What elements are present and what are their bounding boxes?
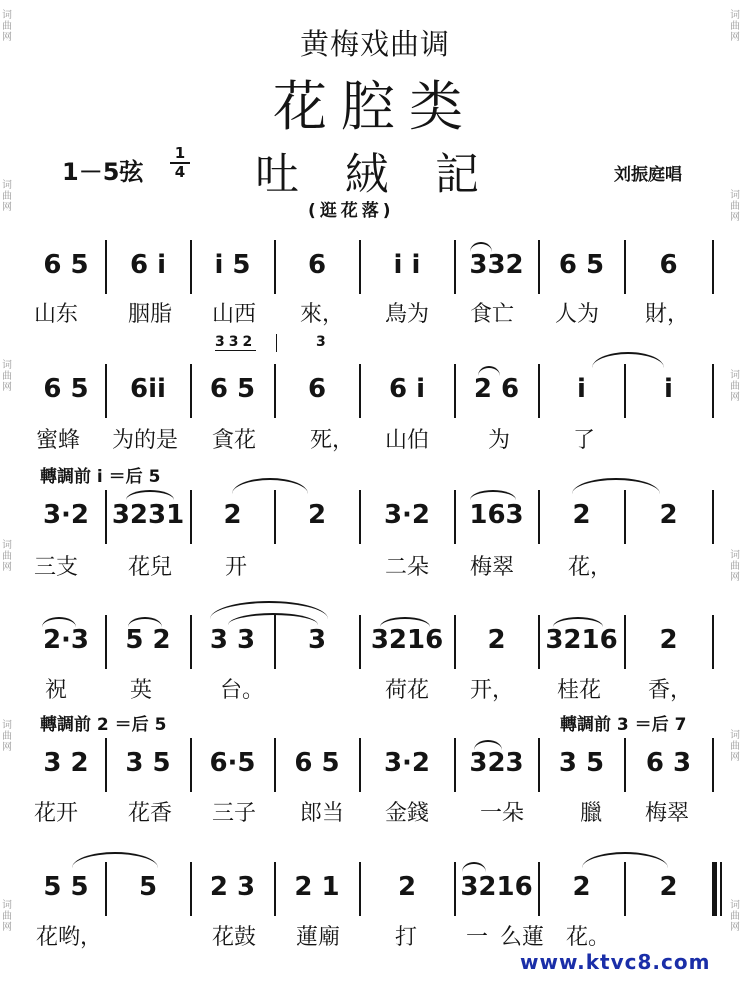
measure: 2 1 [294, 872, 340, 902]
website-link[interactable] [520, 950, 710, 974]
measure: 2 [659, 500, 678, 530]
lyric: 胭脂 [128, 302, 173, 327]
watermark-left-2: 词 曲 网 [2, 180, 12, 213]
slur [474, 740, 502, 750]
lyric: 花。 [566, 925, 611, 950]
lyric: 食亡 [470, 302, 515, 327]
lyric: 人为 [555, 302, 600, 327]
lyric: 臘 [580, 801, 603, 826]
watermark-right-3: 词 曲 网 [730, 370, 740, 403]
lyric: 三子 [212, 801, 257, 826]
measure: 6 [307, 250, 327, 280]
lyric: 祝 [45, 678, 68, 703]
measure: 6 5 [209, 374, 256, 404]
measure: 2 [307, 500, 327, 530]
lyric: 郎当 [300, 801, 345, 826]
key-signature: 1－5弦 [62, 158, 144, 186]
measure: 2 [572, 872, 591, 902]
measure: 5 2 [125, 625, 171, 655]
slur [42, 617, 76, 627]
measure: 3·2 [383, 500, 431, 530]
measure: 6 [307, 374, 327, 404]
score-system-6 [0, 862, 750, 916]
tie [582, 852, 668, 868]
measure: 2 [223, 500, 242, 530]
slur [553, 617, 603, 627]
lyric: 花兒 [128, 555, 173, 580]
collection-title: 黄梅戏曲调 [299, 27, 450, 61]
lyric: 一朵 [480, 801, 525, 826]
lyric: 花， [568, 555, 613, 580]
measure: 3216 [460, 872, 533, 902]
measure: 3 3 [209, 625, 256, 655]
tie [232, 478, 308, 494]
measure: 3·2 [383, 748, 431, 778]
measure: 2 [659, 872, 678, 902]
measure: 6ii [130, 374, 166, 404]
lyric: 花哟， [36, 925, 103, 950]
tie [592, 352, 664, 368]
modulation-note: 轉調前 3 ＝后 7 [560, 715, 687, 735]
lyric: 开 [225, 555, 248, 580]
lyric: 山西 [212, 302, 257, 327]
measure: i 5 [214, 250, 251, 280]
grace-note: 3 [316, 334, 326, 350]
lyric: 么蓮 [500, 925, 545, 950]
measure: 6 i [129, 250, 167, 280]
measure: 3·2 [42, 500, 90, 530]
watermark-left-4: 词 曲 网 [2, 540, 12, 573]
measure: 2 3 [209, 872, 256, 902]
measure: i [664, 374, 673, 404]
measure: i [577, 374, 586, 404]
measure: 6 i [388, 374, 426, 404]
watermark-left-1: 词 曲 网 [2, 10, 12, 43]
watermark-right-4: 词 曲 网 [730, 550, 740, 583]
lyric: 財， [645, 302, 690, 327]
measure: i i [393, 250, 421, 280]
measure: 2 [572, 500, 591, 530]
tie [572, 478, 660, 494]
grace-notes: 332 [215, 334, 257, 350]
lyric: 二朵 [385, 555, 430, 580]
measure: 323 [469, 748, 524, 778]
lyric: 貪花 [212, 428, 257, 453]
measure: 2 6 [473, 374, 520, 404]
measure: 3 5 [558, 748, 605, 778]
measure: 163 [469, 500, 524, 530]
category-title: 花腔类 [273, 75, 477, 138]
tie [72, 852, 158, 868]
song-title: 吐絨記 [255, 149, 525, 200]
lyric: 英 [130, 678, 153, 703]
tune-name: (逛花落) [308, 201, 395, 221]
lyric: 了 [573, 428, 596, 453]
measure: 6 3 [645, 748, 692, 778]
watermark-right-1: 词 曲 网 [730, 10, 740, 43]
slur [462, 862, 486, 872]
lyric: 荷花 [385, 678, 430, 703]
measure: 6 5 [43, 374, 89, 404]
slur [380, 617, 430, 627]
watermark-left-3: 词 曲 网 [2, 360, 12, 393]
measure: 3 [307, 625, 327, 655]
watermark-right-2: 词 曲 网 [730, 190, 740, 223]
measure: 2·3 [42, 625, 90, 655]
measure: 3231 [111, 500, 185, 530]
modulation-note: 轉調前 i ＝后 5 [40, 467, 161, 487]
lyric: 蓮廟 [296, 925, 341, 950]
lyric: 桂花 [557, 678, 602, 703]
lyric: 蜜蜂 [36, 428, 81, 453]
slur [126, 490, 174, 500]
measure: 5 [138, 872, 158, 902]
measure: 2 [659, 625, 678, 655]
lyric: 梅翠 [645, 801, 690, 826]
measure: 6 5 [43, 250, 89, 280]
website-text: www.ktvc8.com [520, 950, 711, 974]
watermark-right-5: 词 曲 网 [730, 730, 740, 763]
watermark-left-6: 词 曲 网 [2, 900, 12, 933]
measure: 5 5 [43, 872, 89, 902]
measure: 3216 [545, 625, 618, 655]
time-denominator: 4 [174, 163, 186, 181]
slur [470, 490, 516, 500]
lyric: 台。 [220, 678, 265, 703]
measure: 6 5 [294, 748, 340, 778]
lyric: 鳥为 [385, 302, 430, 327]
measure: 3 2 [43, 748, 89, 778]
measure: 3216 [370, 625, 444, 655]
slur [470, 242, 492, 252]
modulation-note: 轉調前 2 ＝后 5 [40, 715, 167, 735]
measure: 2 [397, 872, 417, 902]
measure: 3 5 [125, 748, 171, 778]
lyric: 三支 [34, 555, 79, 580]
slur [478, 366, 500, 376]
score-system-2 [0, 364, 750, 418]
lyric: 香， [648, 678, 693, 703]
lyric: 金錢 [385, 801, 430, 826]
measure: 6 5 [558, 250, 605, 280]
lyric: 开， [470, 678, 515, 703]
lyric: 山伯 [385, 428, 430, 453]
lyric: 一 [466, 925, 489, 950]
lyric: 花香 [128, 801, 173, 826]
score-system-3 [0, 490, 750, 544]
watermark-right-6: 词 曲 网 [730, 900, 740, 933]
lyric: 來， [300, 302, 345, 327]
lyric: 梅翠 [470, 555, 515, 580]
lyric: 为的是 [112, 428, 179, 453]
measure: 332 [469, 250, 524, 280]
score-system-5 [0, 738, 750, 792]
time-signature [170, 146, 190, 180]
slur [128, 617, 162, 627]
measure: 6·5 [209, 748, 256, 778]
time-numerator: 1 [174, 144, 186, 162]
lyric: 为 [488, 428, 511, 453]
measure: 6 [659, 250, 678, 280]
measure: 2 [487, 625, 506, 655]
lyric: 花鼓 [212, 925, 257, 950]
lyric: 山东 [34, 302, 79, 327]
watermark-left-5: 词 曲 网 [2, 720, 12, 753]
lyric: 死， [310, 428, 355, 453]
singer-credit: 刘振庭唱 [614, 165, 682, 185]
lyric: 花开 [34, 801, 79, 826]
score-system-4 [0, 615, 750, 669]
lyric: 打 [395, 925, 418, 950]
score-system-1 [0, 240, 750, 294]
